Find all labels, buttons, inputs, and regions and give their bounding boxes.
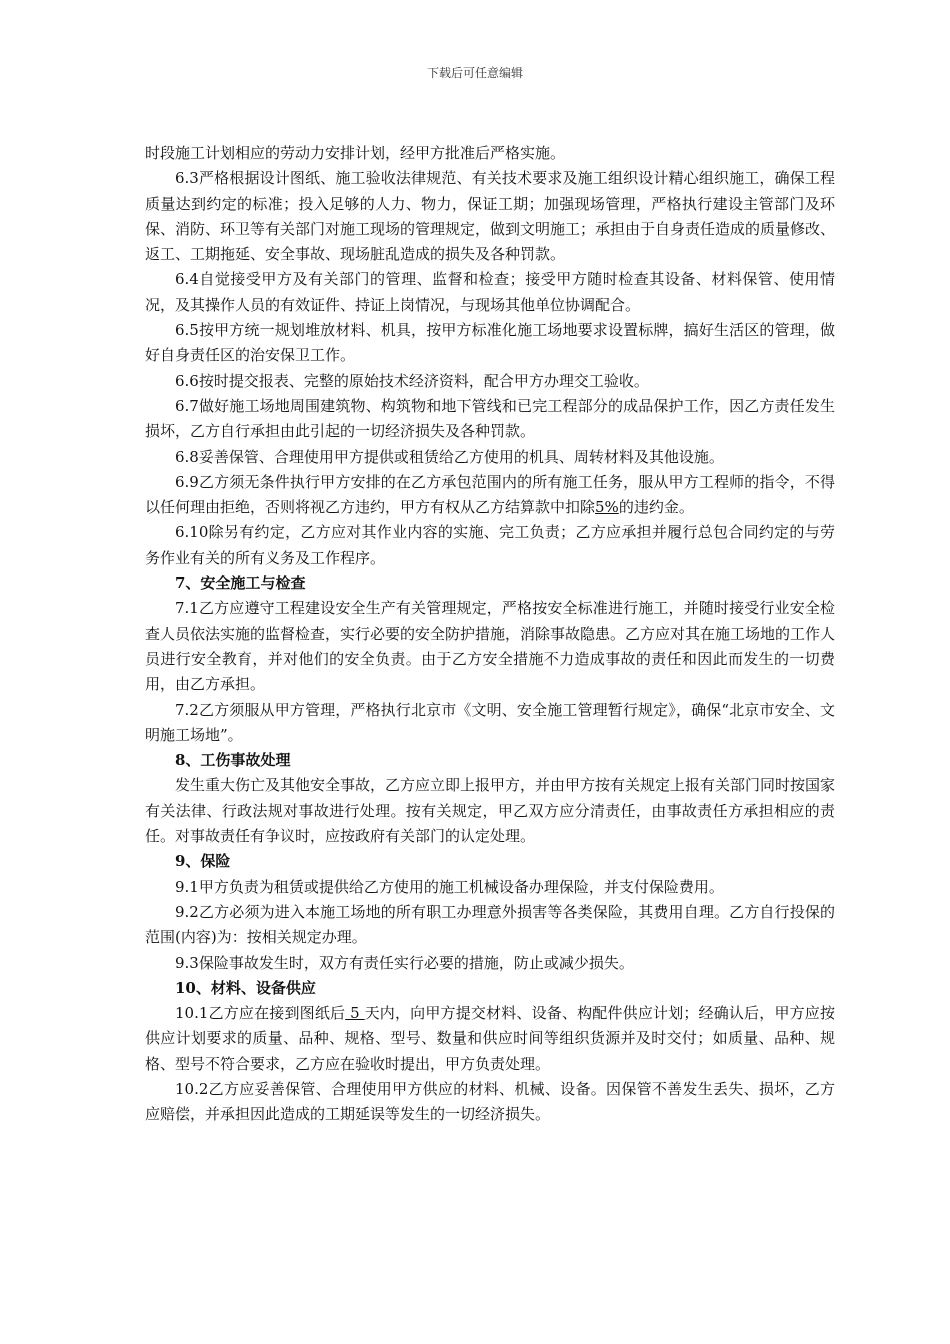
paragraph-continuation: 时段施工计划相应的劳动力安排计划，经甲方批准后严格实施。 <box>145 144 566 162</box>
clause-6-10: 6.10除另有约定，乙方应对其作业内容的实施、完工负责；乙方应承担并履行总包合同约定的与劳务作业有关的所有义务及工作程序。 <box>145 523 835 567</box>
clause-10-2: 10.2乙方应妥善保管、合理使用甲方供应的材料、机械、设备。因保管不善发生丢失、损坏，乙方应赔偿，并承担因此造成的工期延误等发生的一切经济损失。 <box>145 1079 835 1124</box>
clause-6-4: 6.4自觉接受甲方及有关部门的管理、监督和检查；接受甲方随时检查其设备、材料保管、使用情况，及其操作人员的有效证件、持证上岗情况，与现场其他单位协调配合。 <box>145 270 835 314</box>
page-header: 下载后可任意编辑 <box>426 66 523 80</box>
clause-6-5: 6.5按甲方统一规划堆放材料、机具，按甲方标准化施工场地要求设置标牌，搞好生活区的管理，做好自身责任区的治安保卫工作。 <box>145 321 835 365</box>
clause-6-3: 6.3严格根据设计图纸、施工验收法律规范、有关技术要求及施工组织设计精心组织施工，确保工程质量达到约定的标准；投入足够的人力、物力，保证工期；加强现场管理，严格执行建设主管部门及环保、消防、环卫等有关部门对施工现场的管理规定，做到文明施工；承担由于自身责任造成的质量修改、返工、工期拖延、安全事故、现场脏乱造成的损失及各种罚款。 <box>145 169 836 264</box>
clause-6-6: 6.6按时提交报表、完整的原始技术经济资料，配合甲方办理交工验收。 <box>175 371 649 390</box>
clause-7-2: 7.2乙方须服从甲方管理，严格执行北京市《文明、安全施工管理暂行规定》，确保“北京市安全、文明施工场地”。 <box>145 700 835 744</box>
clause-10-1-text-b: 天内，向甲方提交材料、设备、构配件供应计划；经确认后，甲方应按供应计划要求的质量、品种、规格、型号、数量和供应时间等组织货源并及时交付；如质量、品种、规格、型号不符合要求，乙方应在验收时提出，甲方负责处理。 <box>145 1004 835 1073</box>
clause-10-1 <box>145 1001 835 1077</box>
clause-6-9-text-b: 的违约金。 <box>618 498 694 517</box>
clause-7-1: 7.1乙方应遵守工程建设安全生产有关管理规定，严格按安全标准进行施工，并随时接受行业安全检查人员依法实施的监督检查，实行必要的安全防护措施，消除事故隐患。乙方应对其在施工场地的工作人员进行安全教育，并对他们的安全负责。由于乙方安全措施不力造成事故的责任和因此而发生的一切费用，由乙方承担。 <box>145 599 836 694</box>
clause-6-7: 6.7做好施工场地周围建筑物、构筑物和地下管线和已完工程部分的成品保护工作，因乙方责任发生损坏，乙方自行承担由此引起的一切经济损失及各种罚款。 <box>145 396 835 441</box>
section-heading-9: 9、保险 <box>175 852 231 871</box>
clause-10-1-text-a: 10.1乙方应在接到图纸后 <box>175 1004 346 1023</box>
clause-6-9-text-a: 6.9乙方须无条件执行甲方安排的在乙方承包范围内的所有施工任务，服从甲方工程师的指令，不得以任何理由拒绝，否则将视乙方违约，甲方有权从乙方结算款中扣除 <box>145 472 835 517</box>
section-heading-7: 7、安全施工与检查 <box>175 574 306 593</box>
clause-6-9 <box>145 470 835 521</box>
document-body <box>145 141 835 1128</box>
clause-9-2: 9.2乙方必须为进入本施工场地的所有职工办理意外损害等各类保险，其费用自理。乙方自行投保的范围(内容)为：按相关规定办理。 <box>145 902 835 947</box>
clause-9-1: 9.1甲方负责为租赁或提供给乙方使用的施工机械设备办理保险，并支付保险费用。 <box>175 877 724 896</box>
clause-8: 发生重大伤亡及其他安全事故，乙方应立即上报甲方，并由甲方按有关规定上报有关部门同时按国家有关法律、行政法规对事故进行处理。按有关规定，甲乙双方应分清责任，由事故责任方承担相应的责任。对事故责任有争议时，应按政府有关部门的认定处理。 <box>145 776 836 846</box>
clause-9-3: 9.3保险事故发生时，双方有责任实行必要的措施，防止或减少损失。 <box>175 953 634 972</box>
section-heading-10: 10、材料、设备供应 <box>175 978 316 997</box>
section-heading-8: 8、工伤事故处理 <box>175 751 291 770</box>
days-value: 5 <box>345 1004 365 1023</box>
clause-6-8: 6.8妥善保管、合理使用甲方提供或租赁给乙方使用的机具、周转材料及其他设施。 <box>175 447 724 466</box>
penalty-percentage: 5% <box>595 498 619 517</box>
